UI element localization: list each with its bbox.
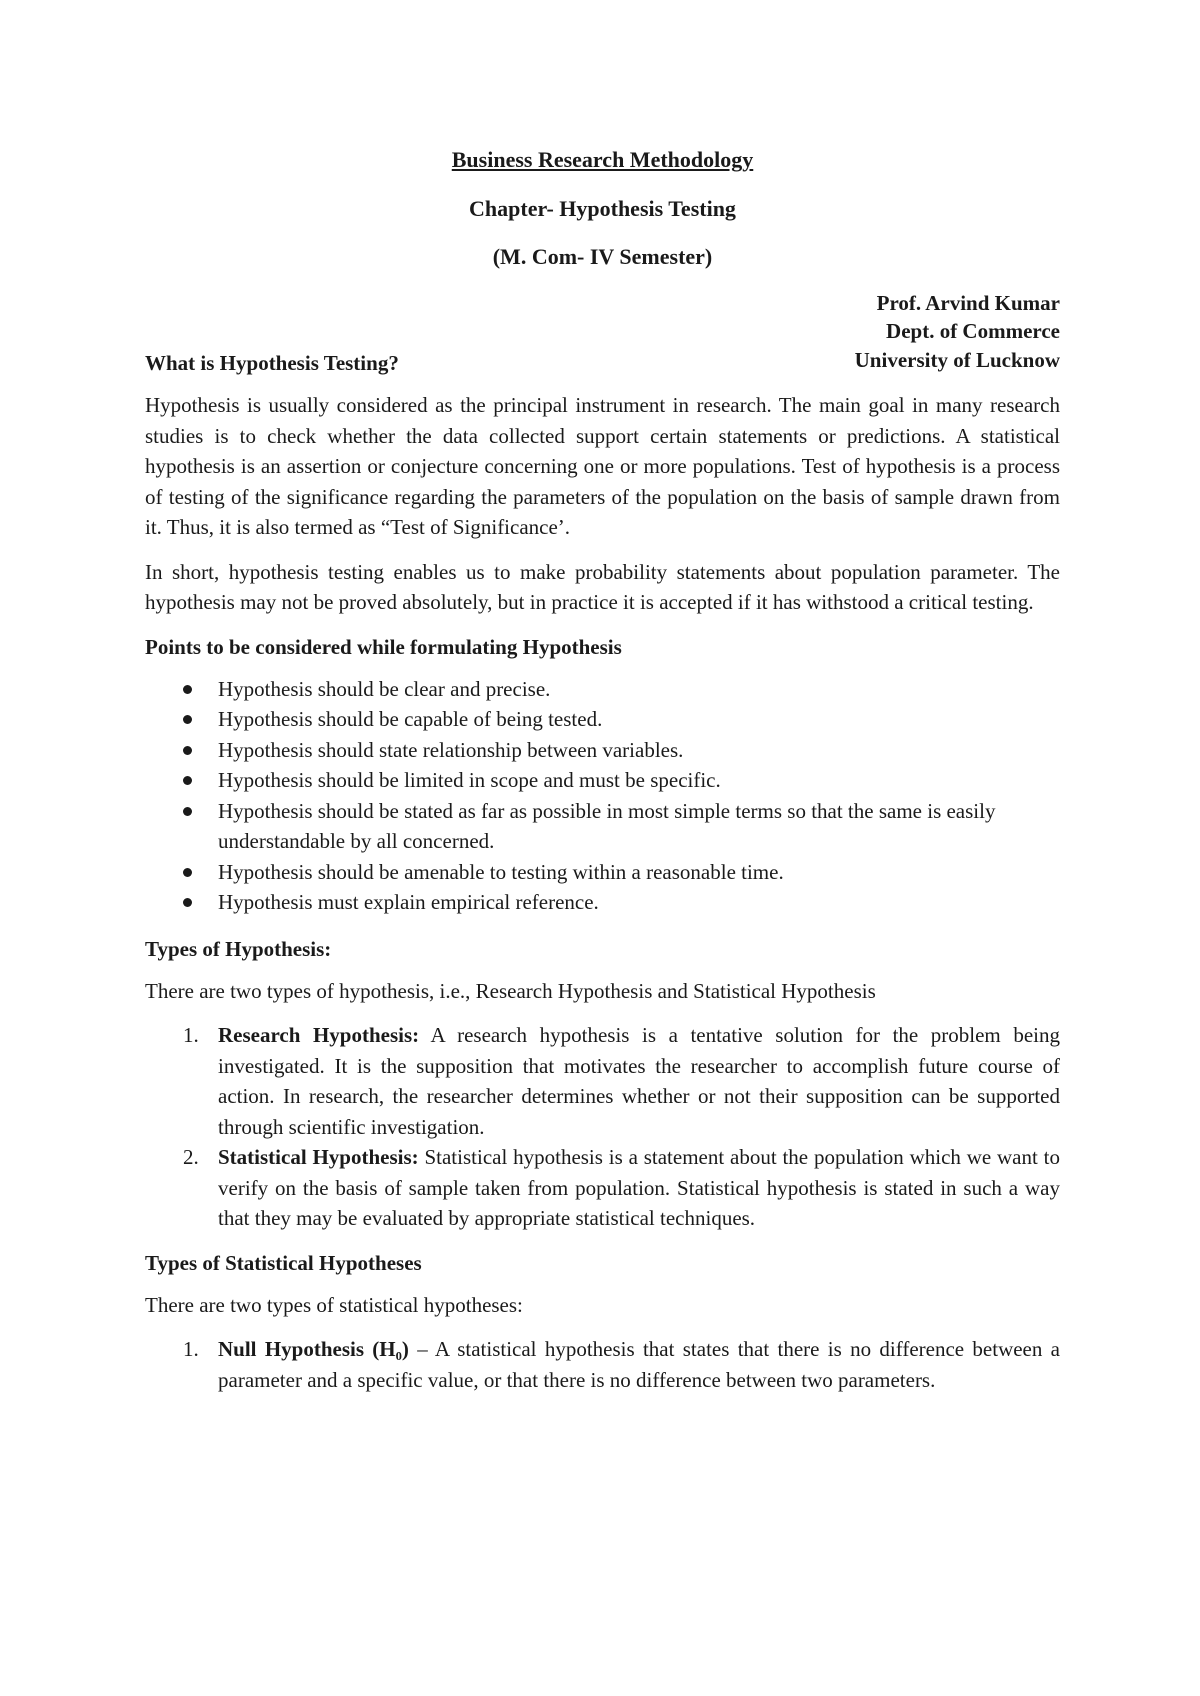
list-item <box>145 1142 1060 1234</box>
paragraph-what-1: Hypothesis is usually considered as the principal instrument in research. The main goal in many research studies is to check whether the data collected support certain statements or predictions. A statistical hypothesis is an assertion or conjecture concerning one or more populations. Test of hypothesis is a process of testing of the significance regarding the parameters of the population on the basis of sample drawn from it. Thus, it is also termed as “Test of Significance’. <box>145 393 1060 539</box>
list-item <box>145 704 1060 735</box>
bullet-icon <box>183 715 192 724</box>
section-heading-points: Points to be considered while formulating Hypothesis <box>145 634 622 659</box>
list-text: Statistical hypothesis is a statement about the population which we want to verify on the basis of sample taken from population. Statistical hypothesis is stated in such a way that they may be evaluated by appropriate statistical techniques. <box>218 1145 1060 1230</box>
bullet-icon <box>183 746 192 755</box>
list-item <box>145 1020 1060 1142</box>
page-content <box>145 145 1060 1409</box>
types-list <box>145 1020 1060 1234</box>
list-term: Research Hypothesis: <box>218 1023 420 1047</box>
chapter-title: Chapter- Hypothesis Testing <box>469 195 736 221</box>
list-item <box>145 765 1060 796</box>
list-item <box>145 887 1060 918</box>
list-item <box>145 1334 1060 1395</box>
paragraph-stat-types-intro: There are two types of statistical hypotheses: <box>145 1292 523 1317</box>
points-list <box>145 674 1060 918</box>
list-term: Statistical Hypothesis: <box>218 1145 419 1169</box>
list-number: 1. <box>183 1337 199 1361</box>
bullet-icon <box>183 898 192 907</box>
list-item-text: Hypothesis should be amenable to testing within a reasonable time. <box>218 859 784 884</box>
author-university: University of Lucknow <box>854 347 1060 372</box>
bullet-icon <box>183 868 192 877</box>
bullet-icon <box>183 807 192 816</box>
list-text: – A statistical hypothesis that states that there is no difference between a parameter and a specific value, or that there is no difference between two parameters. <box>218 1337 1061 1392</box>
course-title: (M. Com- IV Semester) <box>492 244 713 269</box>
section-heading-what: What is Hypothesis Testing? <box>145 351 399 375</box>
list-item-text: Hypothesis must explain empirical reference. <box>218 890 599 914</box>
section-heading-types: Types of Hypothesis: <box>145 936 332 961</box>
list-item-text: Hypothesis should be stated as far as possible in most simple terms so that the same is easily understandable by all concerned. <box>218 798 996 853</box>
list-item <box>145 796 1060 857</box>
list-item-text: Hypothesis should be capable of being tested. <box>218 707 603 731</box>
bullet-icon <box>183 685 192 694</box>
author-dept: Dept. of Commerce <box>886 319 1060 343</box>
paragraph-what-2: In short, hypothesis testing enables us to make probability statements about population parameter. The hypothesis may not be proved absolutely, but in practice it is accepted if it has withstood a critical testing. <box>145 559 1060 614</box>
list-number: 2. <box>183 1145 199 1169</box>
list-item-text: Hypothesis should state relationship between variables. <box>218 737 684 762</box>
list-item-text: Hypothesis should be clear and precise. <box>218 676 551 701</box>
paragraph-types-intro: There are two types of hypothesis, i.e., Research Hypothesis and Statistical Hypothesis <box>145 978 876 1003</box>
list-term: Null Hypothesis (H₀) <box>218 1337 409 1361</box>
bullet-icon <box>183 776 192 785</box>
stat-types-list <box>145 1334 1060 1395</box>
list-number: 1. <box>183 1023 199 1047</box>
list-item-text: Hypothesis should be limited in scope and must be specific. <box>218 768 721 792</box>
list-item <box>145 674 1060 705</box>
document-title: Business Research Methodology <box>451 147 754 172</box>
list-item <box>145 857 1060 888</box>
author-name: Prof. Arvind Kumar <box>876 290 1060 315</box>
list-text: A research hypothesis is a tentative solution for the problem being investigated. It is the supposition that motivates the researcher to accomplish future course of action. In research, the researcher determines whether or not their supposition can be supported through scientific investigation. <box>218 1023 1060 1139</box>
section-heading-stat-types: Types of Statistical Hypotheses <box>145 1250 422 1275</box>
list-item <box>145 735 1060 766</box>
